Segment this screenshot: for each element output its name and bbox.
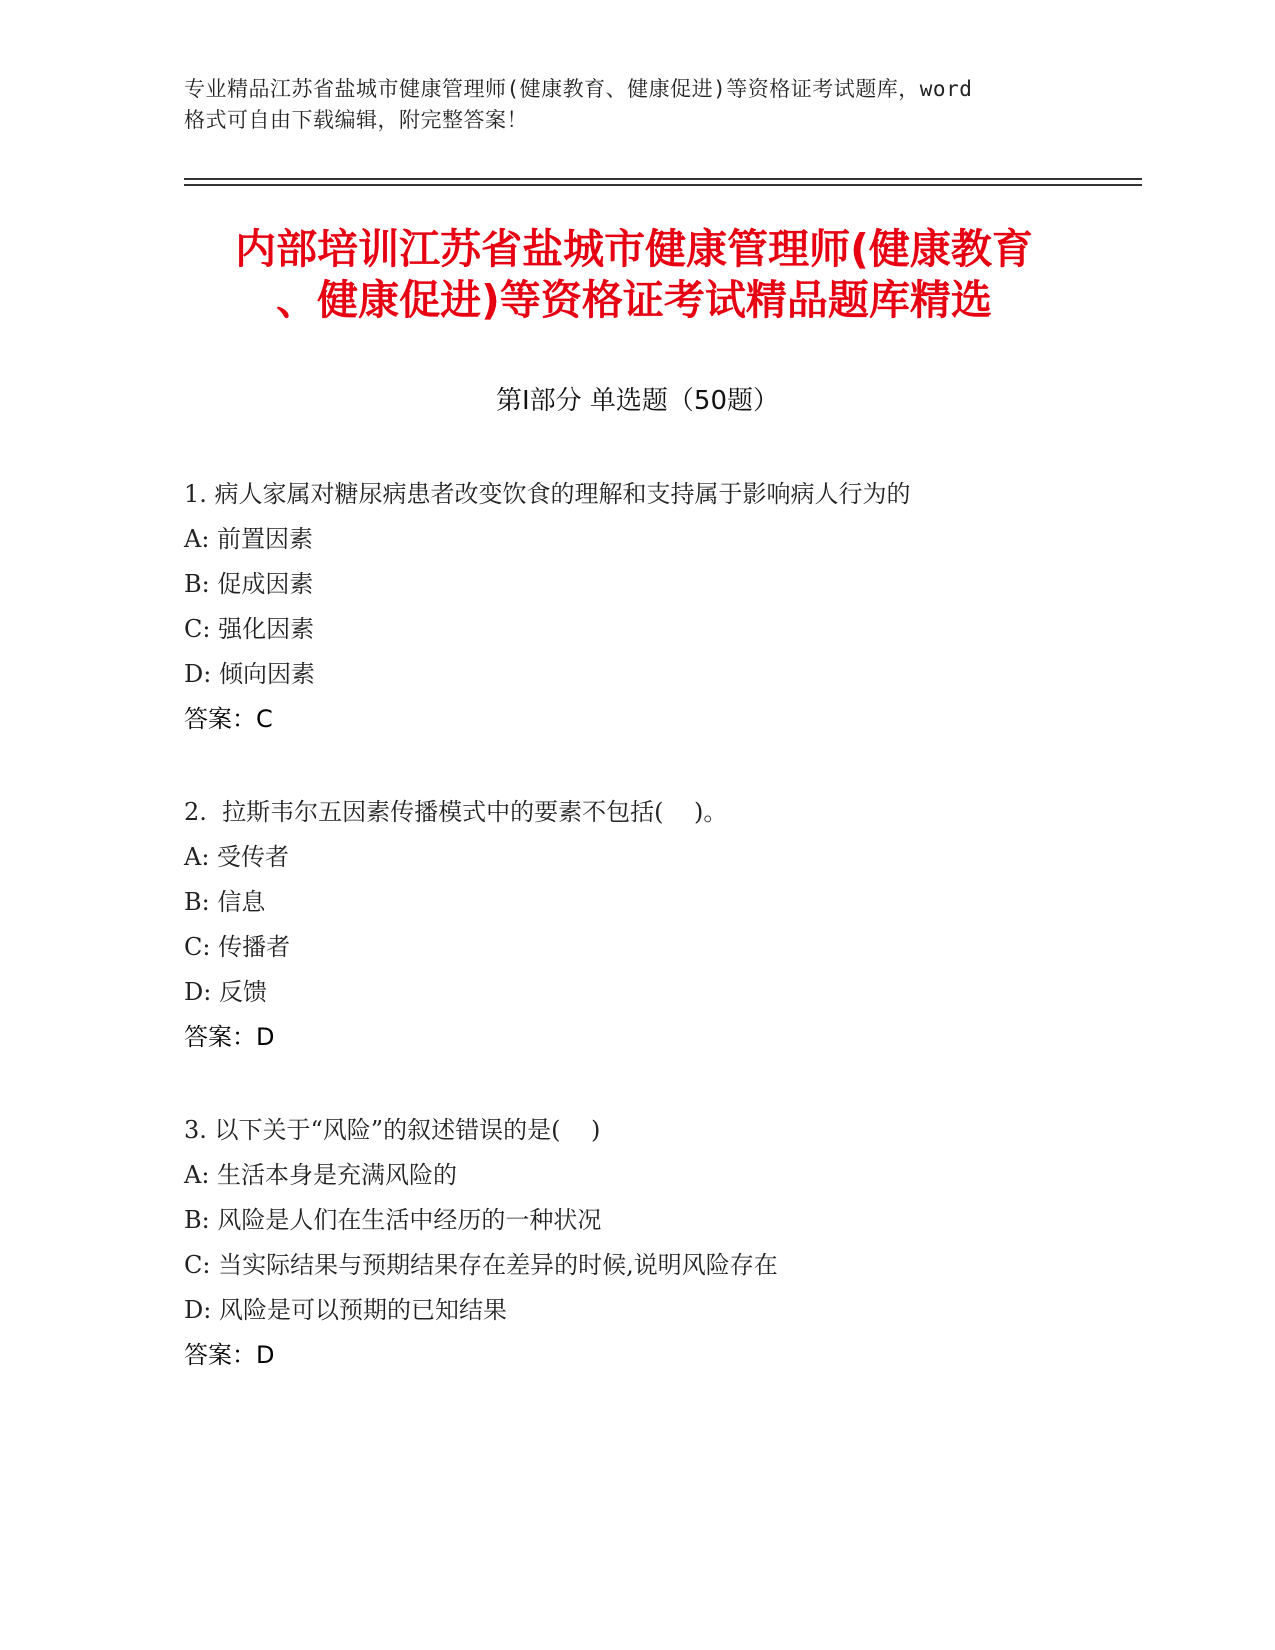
answer-line: 答案：C xyxy=(184,705,273,733)
answer-line: 答案：D xyxy=(184,1341,275,1369)
question-stem: 1. 病人家属对糖尿病患者改变饮食的理解和支持属于影响病人行为的 xyxy=(184,480,911,508)
header-divider-bottom xyxy=(184,184,1142,186)
question-stem: 2. 拉斯韦尔五因素传播模式中的要素不包括( )。 xyxy=(184,798,728,826)
option-a: A: 前置因素 xyxy=(184,525,314,553)
section-heading: 第Ⅰ部分 单选题（50题） xyxy=(495,386,780,416)
document-title xyxy=(184,224,1084,326)
option-b: B: 风险是人们在生活中经历的一种状况 xyxy=(184,1206,602,1234)
option-c: C: 传播者 xyxy=(184,933,291,961)
document-title-line-1: 内部培训江苏省盐城市健康管理师(健康教育 xyxy=(235,225,1033,273)
option-d: D: 反馈 xyxy=(184,978,267,1006)
option-c: C: 当实际结果与预期结果存在差异的时候,说明风险存在 xyxy=(184,1251,778,1279)
question-block xyxy=(184,1108,1104,1378)
question-stem: 3. 以下关于“风险”的叙述错误的是( ) xyxy=(184,1116,601,1144)
option-d: D: 风险是可以预期的已知结果 xyxy=(184,1296,507,1324)
question-block xyxy=(184,472,1104,742)
option-a: A: 受传者 xyxy=(184,843,290,871)
header-divider-top xyxy=(184,178,1142,180)
header-note-line-1: 专业精品江苏省盐城市健康管理师(健康教育、健康促进)等资格证考试题库，word xyxy=(184,77,973,101)
option-d: D: 倾向因素 xyxy=(184,660,315,688)
header-note-line-2: 格式可自由下载编辑，附完整答案！ xyxy=(184,108,528,132)
option-c: C: 强化因素 xyxy=(184,615,315,643)
option-a: A: 生活本身是充满风险的 xyxy=(184,1161,458,1189)
header-note xyxy=(184,74,1084,136)
question-block xyxy=(184,790,1104,1060)
answer-line: 答案：D xyxy=(184,1023,275,1051)
option-b: B: 促成因素 xyxy=(184,570,314,598)
document-title-line-2: 、健康促进)等资格证考试精品题库精选 xyxy=(276,276,992,324)
option-b: B: 信息 xyxy=(184,888,266,916)
